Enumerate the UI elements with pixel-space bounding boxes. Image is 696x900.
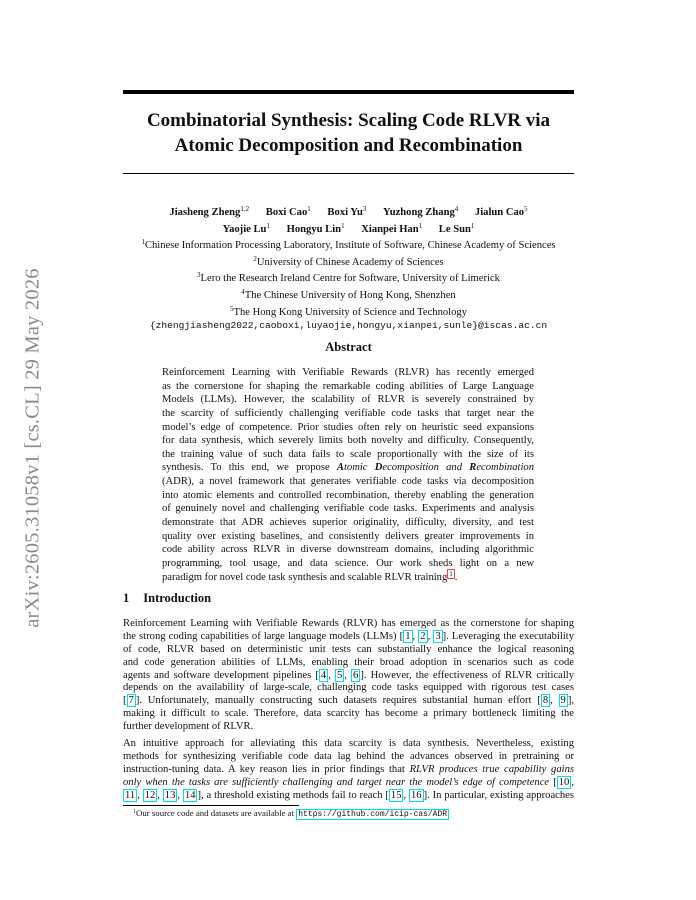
abstract-line: quality over existing baselines, and consistently delivers greater improvements in xyxy=(162,530,534,542)
citation-link[interactable]: 14 xyxy=(184,789,196,801)
affiliation: $^3$Lero the Research Ireland Centre for Software, University of Limerick xyxy=(197,271,500,285)
body-line: instruction-tuning data. A key reason lies in prior findings that RLVR produces true capability gains xyxy=(123,763,575,775)
affiliation: $^5$The Hong Kong University of Science and Technology xyxy=(229,304,468,318)
paper-title xyxy=(123,108,574,158)
author: Yaojie Lu$^1$ xyxy=(222,221,270,235)
abstract-line: programming, tool usage, and data science. Our work sheds light on a new xyxy=(162,557,534,569)
author: Boxi Yu$^3$ xyxy=(327,205,367,218)
abstract-line: synthesis. To this end, we propose Atomic Decomposition and Recombination xyxy=(162,462,535,474)
title-line-2: Atomic Decomposition and Recombination xyxy=(174,135,523,156)
body-line: methods for synthesizing verifiable code data lag behind the advances observed in pretraining or xyxy=(123,750,574,762)
author: Yuzhong Zhang$^4$ xyxy=(383,205,459,218)
body-line: depends on the availability of large-scale, challenging code tasks equipped with rigorous test cases xyxy=(123,682,574,694)
section-title: Introduction xyxy=(143,591,212,605)
body-line: further development of RLVR. xyxy=(123,721,254,733)
title-line-1: Combinatorial Synthesis: Scaling Code RLVR via xyxy=(146,110,551,131)
body-line: making it difficult to scale. Therefore, data scarcity has become a primary bottleneck limiting the xyxy=(123,708,574,720)
abstract-line: as the cornerstone for shaping the remarkable coding abilities of Large Language xyxy=(162,380,534,392)
abstract-line: code ability across RLVR in diverse downstream domains, including algorithmic xyxy=(162,544,534,556)
citation-link[interactable]: 12 xyxy=(144,789,156,801)
citation-link[interactable]: 4 xyxy=(320,669,327,681)
section-number: 1 xyxy=(123,591,130,605)
intro-paragraph-1 xyxy=(123,618,574,734)
author: Jialun Cao$^5$ xyxy=(474,205,528,218)
citation-link[interactable]: 2 xyxy=(420,630,426,642)
body-line: and code generation abilities of LLMs, enabling their broad adoption in scenarios such as code xyxy=(123,656,574,668)
citation-link[interactable]: 5 xyxy=(336,669,343,681)
title-bottom-rule xyxy=(123,173,574,174)
affiliation: $^4$The Chinese University of Hong Kong, Shenzhen xyxy=(241,287,456,301)
author: Jiasheng Zheng$^{1,2}$ xyxy=(169,205,250,218)
abstract-line: of genuinely novel and challenging verifiable code tasks. Experiments and analysis xyxy=(162,503,534,515)
author-row-1 xyxy=(100,203,597,220)
footnote-mark: 1 xyxy=(133,809,136,815)
citation-link[interactable]: 1 xyxy=(405,630,411,642)
abstract-line: (ADR), a novel framework that generates verifiable code tasks via decomposition xyxy=(162,476,534,488)
citation-link[interactable]: 9 xyxy=(560,695,566,707)
abstract-line: demonstrate that ADR achieves superior originality, difficulty, diversity, and test xyxy=(162,517,534,529)
citation-link[interactable]: 3 xyxy=(435,630,441,642)
citation-link[interactable]: 6 xyxy=(353,669,359,681)
arxiv-stamp xyxy=(18,248,48,648)
citation-link[interactable]: 8 xyxy=(542,695,549,707)
body-line: [ 7 ]. Unfortunately, manually constructing such datasets requires substantial human effort [ 8 , 9 ], xyxy=(123,695,575,707)
author-row-2 xyxy=(100,220,597,237)
abstract-line: the training value of such data fails to scale proportionally with the size of its xyxy=(162,448,534,460)
citation-link[interactable]: 10 xyxy=(558,776,570,788)
citation-link[interactable]: 7 xyxy=(128,695,134,707)
author-block xyxy=(100,203,597,333)
arxiv-stamp-text: arXiv:2605.31058v1 [cs.CL] 29 May 2026 xyxy=(21,268,44,628)
title-top-rule xyxy=(123,90,574,94)
repo-link[interactable]: https://github.com/icip-cas/ADR xyxy=(298,810,448,819)
section-heading xyxy=(123,591,211,606)
footnote-link[interactable]: 1 xyxy=(449,569,453,578)
affiliation: $^1$Chinese Information Processing Laboratory, Institute of Software, Chinese Academy of Sciences xyxy=(141,238,556,252)
body-line: of code, RLVR based on deterministic unit tests can substantially enhance the logical reasoning xyxy=(123,643,574,655)
abstract-line: the scarcity of sufficiently challenging verifiable code tasks that target near the xyxy=(162,407,534,419)
abstract-line: into atomic elements and controlled recombination, thereby enabling the generation xyxy=(162,489,534,501)
body-line: only when the tasks are sufficiently challenging and target near the model’s edge of competence [ 10 , xyxy=(123,776,574,788)
body-line: An intuitive approach for alleviating this data scarcity is data synthesis. Nevertheless, existing xyxy=(123,738,574,749)
body-line: Reinforcement Learning with Verifiable Rewards (RLVR) has emerged as the cornerstone for shaping xyxy=(123,618,574,629)
footnote-rule xyxy=(123,805,299,806)
abstract-body xyxy=(162,366,534,584)
citation-link[interactable]: 16 xyxy=(410,789,422,801)
author: Le Sun$^1$ xyxy=(438,221,475,235)
abstract-line: Reinforcement Learning with Verifiable Rewards (RLVR) has recently emerged xyxy=(162,367,534,378)
body-line: agents and software development pipelines [ 4 , 5 , 6 ]. However, the effectiveness of RLVR critically xyxy=(123,669,575,681)
citation-link[interactable]: 15 xyxy=(390,789,402,801)
footnote xyxy=(133,808,449,819)
footnote-text: Our source code and datasets are available at xyxy=(136,808,295,818)
citation-link[interactable]: 13 xyxy=(164,789,176,801)
intro-paragraph-2 xyxy=(123,738,574,802)
abstract-line: Models (LLMs). However, the scalability of RLVR is severely constrained by xyxy=(162,394,534,406)
abstract-line: model’s edge of competence. Prior studies often rely on heuristic seed expansions xyxy=(162,421,534,433)
citation-link[interactable]: 11 xyxy=(125,789,136,801)
affiliation: $^2$University of Chinese Academy of Sciences xyxy=(253,254,444,268)
abstract-heading: Abstract xyxy=(325,340,372,354)
body-line: 11 , 12 , 13 , 14 ], a threshold existing methods fail to reach [ 15 , 16 ]. In particular, existing approaches xyxy=(125,789,574,801)
abstract-line: for data synthesis, which severely limits both novelty and difficulty. Consequently, xyxy=(162,435,534,447)
author: Xianpei Han$^1$ xyxy=(361,221,423,235)
abstract-line: paradigm for novel code task synthesis and scalable RLVR training $^1$ . xyxy=(162,569,458,583)
author-email: {zhengjiasheng2022,caoboxi,luyaojie,hongyu,xianpei,sunle}@iscas.ac.cn xyxy=(149,320,548,332)
author: Boxi Cao$^1$ xyxy=(265,205,311,218)
author: Hongyu Lin$^1$ xyxy=(286,221,345,235)
body-line: the strong coding capabilities of large language models (LLMs) [ 1 , 2 , 3 ]. Leveraging the executability xyxy=(123,630,575,642)
